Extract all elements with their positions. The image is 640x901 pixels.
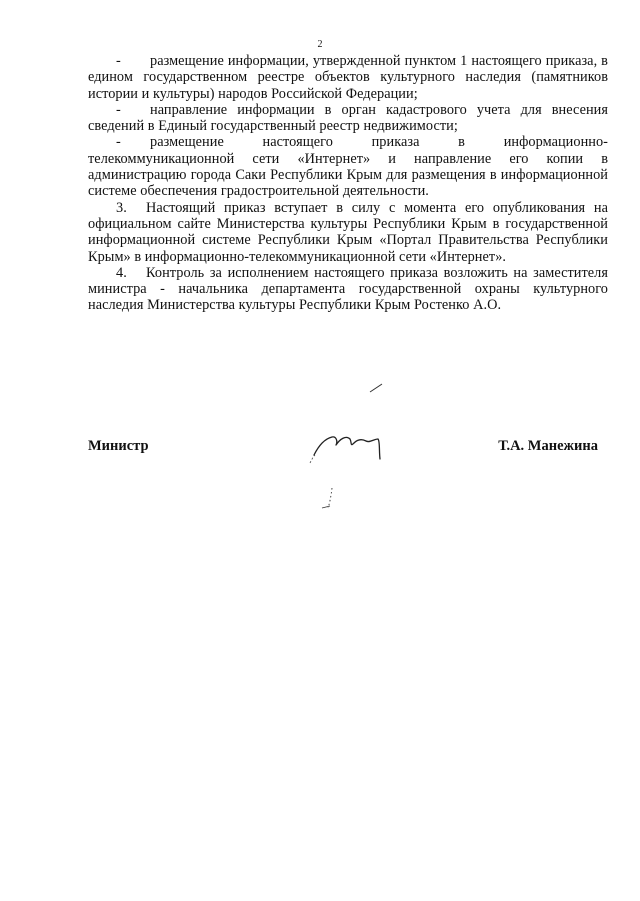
page-number: 2 [317,39,323,50]
item-number: 4. [116,264,127,281]
handwritten-signature-icon [300,425,400,465]
paragraph-text: Контроль за исполнением настоящего приказа возложить на заместителя министра - начальника департамента государственной охраны культурного наследия Министерства культуры Республики Крым Ростенко А.О. [88,264,608,314]
paragraph-text: размещение настоящего приказа в информационно-телекоммуникационной сети «Интернет» и направление его копии в администрацию города Саки Республики Крым для размещения в информационной системе обеспечения градостроительной деятельности. [88,134,608,200]
paragraph-item-3 [88,200,608,265]
paragraph-bullet-internet [88,134,608,199]
list-marker: - [116,134,121,151]
paragraph-bullet-registry [88,53,608,102]
paragraph-text: размещение информации, утвержденной пунктом 1 настоящего приказа, в едином государственном реестре объектов культурного наследия (памятников истории и культуры) народов Российской Федерации; [88,53,608,102]
list-marker: - [116,53,121,69]
paragraph-item-4 [88,265,608,314]
pen-mark-top [368,382,384,394]
list-marker: - [116,101,121,118]
signatory-name: Т.А. Манежина [498,438,598,454]
paragraph-text: направление информации в орган кадастрового учета для внесения сведений в Единый государственный реестр недвижимости; [88,101,608,135]
pen-mark-bottom [318,486,342,512]
document-body [88,53,608,314]
paragraph-text: Настоящий приказ вступает в силу с момента его опубликования на официальном сайте Министерства культуры Республики Крым в государственной информационной системе Республики Крым «Портал Правительства Республики Крым» в информационно-телекоммуникационной сети «Интернет». [88,199,608,265]
item-number: 3. [116,199,127,216]
signatory-title: Министр [88,438,149,454]
paragraph-bullet-cadastre [88,102,608,135]
